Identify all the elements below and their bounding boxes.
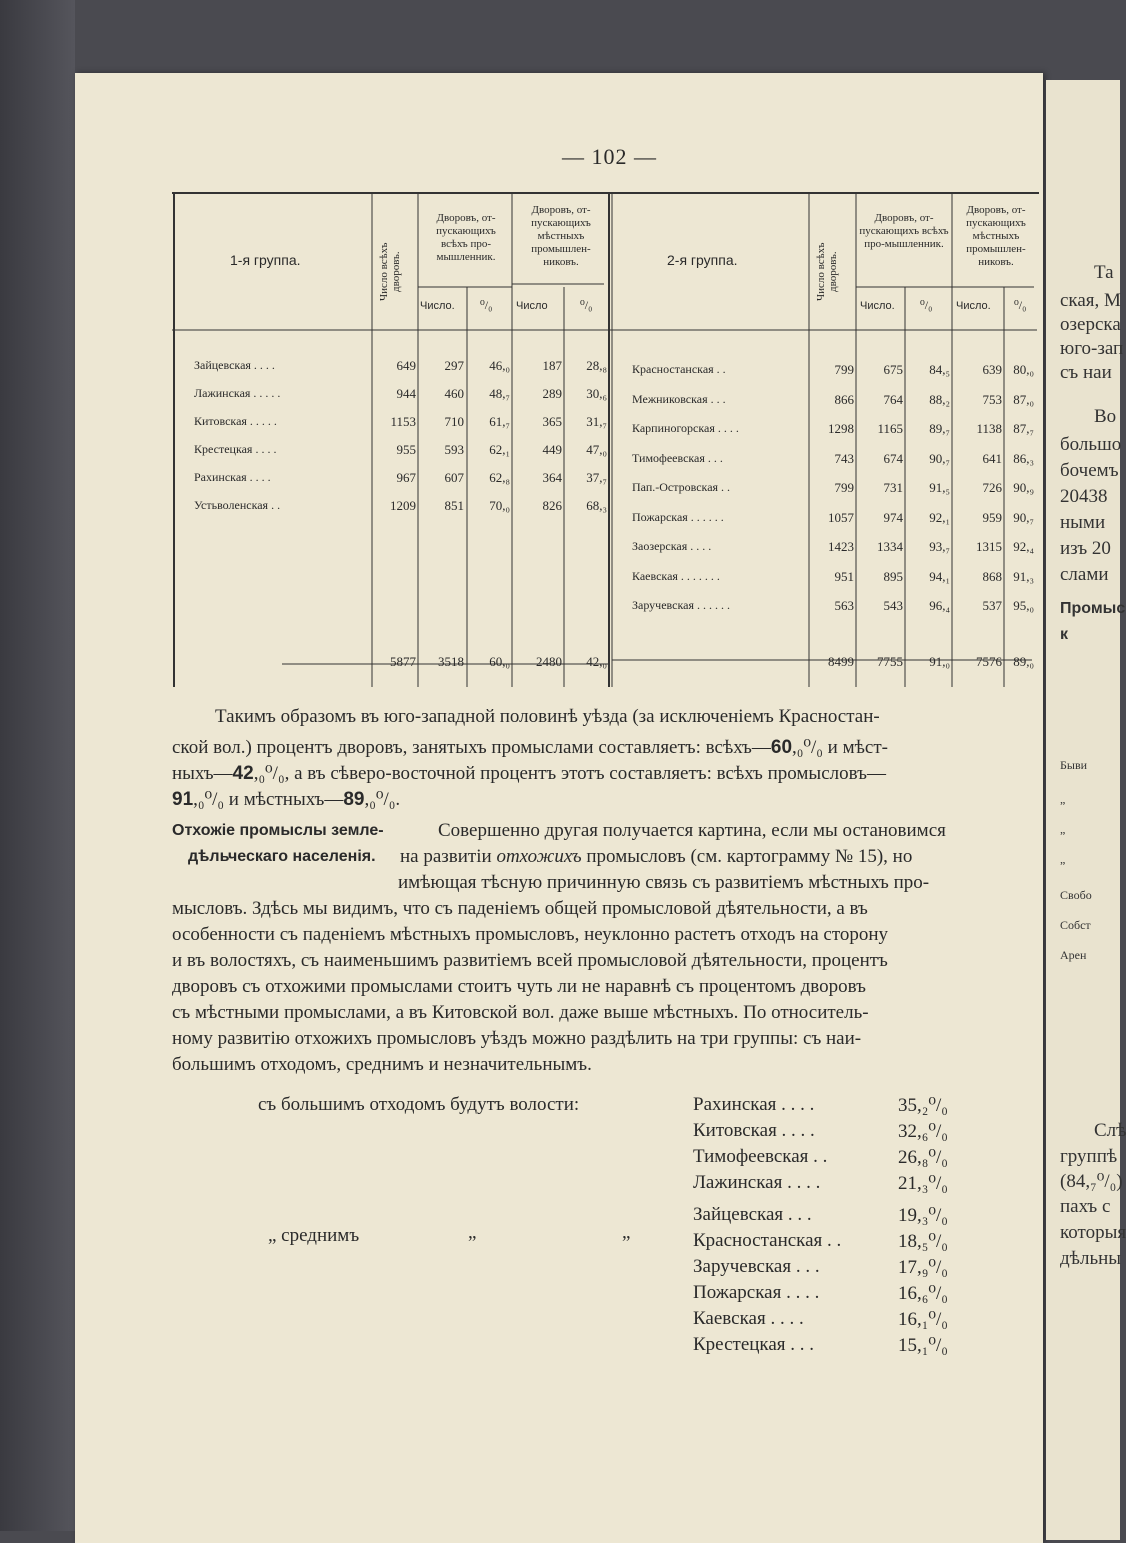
header-all-g1: Дворовъ, от-пускающихъ всѣхъ про-мышленник.	[436, 212, 496, 263]
cell-loc-p: 47,₀	[586, 442, 607, 457]
next-page-fragment: 20438	[1060, 486, 1108, 507]
cell-all-n: 1334	[877, 539, 903, 554]
next-page-fragment: ными	[1060, 512, 1106, 533]
para2-line10: большимъ отходомъ, среднимъ и незначительнымъ.	[172, 1054, 592, 1075]
para1-value-60: 60	[770, 737, 793, 758]
next-page-fragment: Слѣ	[1094, 1120, 1126, 1141]
para2-line7: дворовъ съ отхожими промыслами стоитъ чуть ли не наравнѣ съ процентомъ дворовъ	[172, 976, 866, 997]
next-page-fragment: „	[1060, 792, 1066, 806]
para2-line8: съ мѣстными промыслами, а въ Китовской вол. даже выше мѣстныхъ. По относитель-	[172, 1002, 869, 1023]
list-item-name: Пожарская . . . .	[693, 1282, 820, 1303]
para1-line4-rest: ,₀⁰/₀.	[364, 789, 401, 810]
list-item-pct: 16,₆⁰/₀	[898, 1283, 948, 1304]
list-item-name: Тимофеевская . .	[693, 1146, 828, 1167]
cell-total: 1298	[828, 421, 854, 436]
cell-loc-n: 726	[982, 480, 1002, 495]
para2-line5: особенности съ паденіемъ мѣстныхъ промысловъ, неуклонно растетъ отходъ на сторону	[172, 924, 889, 945]
para2-line2-b: промысловъ (см. картограмму № 15), но	[586, 846, 913, 867]
list-item-pct: 35,₂⁰/₀	[898, 1095, 948, 1116]
cell-loc-n: 365	[542, 414, 562, 429]
cell-loc-n: 639	[982, 362, 1002, 377]
cell-all-n: 543	[883, 598, 903, 613]
statistics-table	[172, 192, 1039, 687]
header-num2-g1: Число	[516, 300, 548, 312]
row-name: Заручевская . . . . . .	[632, 598, 730, 612]
cell-total: 799	[834, 480, 854, 495]
cell-all-p: 91,₅	[929, 480, 950, 495]
cell-loc-p: 95,₀	[1013, 598, 1034, 613]
para2-line2-italic: отхожихъ	[496, 846, 582, 867]
row-name: Рахинская . . . .	[194, 470, 271, 484]
cell-total: 944	[396, 386, 416, 401]
cell-loc-p: 91,₃	[1013, 568, 1034, 584]
cell-all-n: 731	[883, 480, 903, 495]
cell-total: 967	[396, 470, 416, 485]
next-page-fragment: дѣльны	[1060, 1248, 1122, 1269]
para1-line2-text: ской вол.) процентъ дворовъ, занятыхъ промыслами составляетъ: всѣхъ—	[172, 737, 771, 758]
cell-all-n: 710	[444, 414, 464, 429]
cell-all-p: 84,₅	[929, 362, 950, 377]
group2-title: 2-я группа.	[667, 252, 738, 268]
scan-background	[0, 0, 75, 1531]
next-page-fragment: „	[1060, 822, 1066, 836]
header-local-g2: Дворовъ, от-пускающихъ мѣстныхъ промышлен-никовъ.	[966, 204, 1026, 268]
cell-all-p: 46,₀	[489, 358, 510, 373]
cell-all-p: 89,₇	[929, 421, 950, 436]
cell-all-n: 895	[883, 568, 903, 584]
cell-all-p: 48,₇	[489, 386, 510, 401]
row-name: Заозерская . . . .	[632, 539, 712, 553]
next-page-fragment: Быви	[1060, 758, 1088, 772]
cell-loc-n: 1138	[976, 421, 1002, 436]
row-name: Китовская . . . . .	[194, 414, 277, 428]
cell-loc-p: 87,₀	[1013, 391, 1034, 407]
cell-total: 649	[396, 358, 416, 373]
cell-all-p: 96,₄	[929, 598, 950, 613]
list-item-pct: 19,₃⁰/₀	[898, 1205, 948, 1226]
para1-line4-text: ,₀⁰/₀ и мѣстныхъ—	[193, 789, 344, 810]
next-page-fragment: Промыс	[1060, 600, 1126, 617]
cell-loc-n: 959	[982, 509, 1002, 525]
next-page-fragment: Во	[1094, 406, 1117, 427]
cell-all-p: 92,₁	[929, 509, 950, 525]
next-page-fragment: изъ 20	[1060, 538, 1111, 559]
para2-line9: ному развитію отхожихъ промысловъ уѣздъ можно раздѣлить на три группы: съ наи-	[172, 1028, 862, 1049]
cell-all-n: 297	[444, 358, 464, 373]
cell-loc-n: 187	[542, 358, 562, 373]
list-item-name: Каевская . . . .	[693, 1308, 804, 1329]
next-page-fragment: Свобо	[1060, 888, 1092, 902]
cell-total: 951	[834, 568, 854, 584]
next-page-fragment: Собст	[1060, 918, 1091, 932]
cell-loc-n: 449	[542, 442, 562, 457]
para2-line3: имѣющая тѣсную причинную связь съ развитіемъ мѣстныхъ про-	[398, 872, 930, 893]
list-ditto-1: „	[468, 1222, 477, 1243]
cell-loc-p: 30,₆	[586, 386, 607, 401]
para2-line6: и въ волостяхъ, съ наименьшимъ развитіемъ всей промысловой дѣятельности, процентъ	[172, 950, 888, 971]
para1-line2	[172, 736, 888, 759]
cell-total: 866	[834, 391, 854, 407]
row-name: Устьволенская . .	[194, 498, 281, 512]
row-name: Красностанская . .	[632, 362, 726, 376]
row-name: Лажинская . . . . .	[194, 386, 281, 400]
cell-all-p: 93,₇	[929, 539, 950, 554]
header-all-g2: Дворовъ, от-пускающихъ всѣхъ про-мышленник.	[859, 212, 949, 250]
header-pct2-g2: ⁰/₀	[1014, 298, 1027, 312]
cell-all-n: 851	[444, 498, 464, 513]
cell-all-n: 593	[444, 442, 464, 457]
cell-all-p: 88,₂	[929, 391, 950, 407]
para2-line2-a: на развитіи	[400, 846, 492, 867]
header-pct2-g1: ⁰/₀	[580, 298, 593, 312]
next-page-fragment: бочемъ	[1060, 460, 1119, 481]
group2-total: 8499	[828, 654, 854, 669]
header-total-g2: Число всѣхъ дворовъ.	[815, 242, 839, 302]
row-name: Зайцевская . . . .	[194, 358, 275, 372]
next-page-fragment: к	[1060, 626, 1069, 643]
list-item-pct: 18,₅⁰/₀	[898, 1231, 948, 1252]
cell-total: 1153	[390, 414, 416, 429]
list-label-mid: „ среднимъ	[268, 1225, 360, 1246]
group1-title: 1-я группа.	[230, 252, 301, 268]
group2-total-all-n: 7755	[877, 654, 903, 669]
header-num2-g2: Число.	[956, 300, 991, 312]
list-item-pct: 17,₉⁰/₀	[898, 1257, 948, 1278]
side-heading-line1: Отхожіе промыслы земле-	[172, 822, 384, 839]
list-item-name: Крестецкая . . .	[693, 1334, 815, 1355]
cell-all-n: 674	[883, 450, 903, 466]
cell-all-p: 62,₁	[489, 442, 510, 457]
para2-line1: Совершенно другая получается картина, если мы остановимся	[438, 820, 946, 841]
next-page-fragment: ская, М	[1060, 290, 1121, 311]
cell-loc-n: 826	[542, 498, 562, 513]
row-name: Карпиногорская . . . .	[632, 421, 739, 435]
cell-all-n: 1165	[877, 421, 903, 436]
next-page-fragment: озерска	[1060, 314, 1121, 335]
list-item-name: Лажинская . . . .	[693, 1172, 821, 1193]
list-item-pct: 26,₈⁰/₀	[898, 1147, 948, 1168]
next-page-fragment: пахъ с	[1060, 1196, 1111, 1217]
cell-total: 799	[834, 362, 854, 377]
list-item-pct: 21,₃⁰/₀	[898, 1173, 948, 1194]
cell-loc-p: 31,₇	[586, 414, 607, 429]
cell-loc-p: 92,₄	[1013, 539, 1034, 554]
next-page-fragment: большо	[1060, 434, 1122, 455]
group1-total: 5877	[390, 654, 416, 669]
group2-total-all-p: 91,₀	[929, 654, 950, 669]
header-num-g2: Число.	[860, 300, 895, 312]
para2-line4: мысловъ. Здѣсь мы видимъ, что съ паденіемъ общей промысловой дѣятельности, а въ	[172, 898, 868, 919]
cell-total: 563	[834, 598, 854, 613]
next-page-fragment: юго-зап	[1060, 338, 1124, 359]
cell-all-n: 764	[883, 391, 903, 407]
cell-loc-n: 289	[542, 386, 562, 401]
row-name: Межниковская . . .	[632, 391, 726, 406]
cell-loc-n: 641	[982, 450, 1002, 466]
list-label-big: съ большимъ отходомъ будутъ волости:	[258, 1094, 580, 1115]
para1-line3-text: ныхъ—	[172, 763, 233, 784]
row-name: Каевская . . . . . . .	[632, 568, 720, 583]
header-pct-g2: ⁰/₀	[920, 298, 933, 312]
list-item-name: Китовская . . . .	[693, 1120, 815, 1141]
page-number: — 102 —	[562, 144, 657, 169]
group1-total-all-n: 3518	[438, 654, 464, 669]
list-item-pct: 15,₁⁰/₀	[898, 1335, 948, 1356]
row-name: Тимофеевская . . .	[632, 450, 723, 465]
header-local-g1: Дворовъ, от-пускающихъ мѣстныхъ промышлен-никовъ.	[531, 204, 591, 268]
cell-all-p: 61,₇	[489, 414, 510, 429]
next-page-edge	[1046, 80, 1126, 1540]
next-page-fragment: Та	[1094, 262, 1114, 283]
next-page-fragment: группѣ	[1060, 1146, 1118, 1167]
next-page-fragment: съ наи	[1060, 362, 1112, 383]
list-item-pct: 32,₆⁰/₀	[898, 1121, 948, 1142]
header-total-g1: Число всѣхъ дворовъ.	[378, 242, 402, 302]
para1-line3-rest: ,₀⁰/₀, а въ сѣверо-восточной процентъ этотъ составляетъ: всѣхъ промысловъ—	[253, 763, 886, 784]
list-item-name: Красностанская . .	[693, 1230, 842, 1251]
cell-all-p: 94,₁	[929, 568, 950, 584]
header-pct-g1: ⁰/₀	[480, 298, 493, 312]
cell-loc-n: 1315	[976, 539, 1002, 554]
row-name: Пап.-Островская . .	[632, 480, 731, 494]
para1-line2-rest: ,₀⁰/₀ и мѣст-	[792, 737, 888, 758]
next-page-fragment: которыя	[1060, 1222, 1126, 1243]
group2-total-loc-n: 7576	[976, 654, 1002, 669]
next-page-fragment: „	[1060, 852, 1066, 866]
para1-value-89: 89	[343, 789, 365, 810]
group1-total-loc-p: 42,₀	[586, 654, 607, 669]
next-page-fragment: Арен	[1060, 948, 1087, 962]
cell-total: 955	[396, 442, 416, 457]
list-item-name: Рахинская . . . .	[693, 1094, 815, 1115]
para1-value-42: 42	[232, 763, 254, 784]
cell-loc-p: 80,₀	[1013, 362, 1034, 377]
para2-line2	[400, 846, 912, 868]
para1-line1: Такимъ образомъ въ юго-западной половинѣ уѣзда (за исключеніемъ Красностан-	[215, 706, 880, 727]
cell-loc-n: 868	[982, 568, 1002, 584]
para1-line4	[172, 788, 400, 811]
para1-value-91: 91	[172, 789, 194, 810]
cell-all-n: 607	[444, 470, 464, 485]
next-page-fragment: (84,₇⁰/₀)	[1060, 1171, 1123, 1192]
group1-total-loc-n: 2480	[536, 654, 562, 669]
para1-line3	[172, 762, 886, 785]
cell-loc-p: 87,₇	[1013, 421, 1034, 436]
cell-loc-p: 37,₇	[586, 470, 607, 485]
cell-loc-p: 90,₇	[1013, 509, 1034, 525]
next-page-fragment: слами	[1060, 564, 1109, 585]
cell-loc-n: 364	[542, 470, 562, 485]
cell-total: 743	[834, 450, 854, 466]
row-name: Пожарская . . . . . .	[632, 509, 724, 524]
cell-all-p: 70,₀	[489, 498, 510, 513]
row-name: Крестецкая . . . .	[194, 442, 277, 456]
cell-total: 1423	[828, 539, 854, 554]
list-ditto-2: „	[622, 1222, 631, 1243]
header-num-g1: Число.	[420, 300, 455, 312]
cell-all-n: 460	[444, 386, 464, 401]
cell-loc-p: 68,₃	[586, 498, 607, 513]
cell-loc-p: 86,₃	[1013, 450, 1034, 466]
cell-loc-n: 537	[982, 598, 1002, 613]
list-item-name: Заручевская . . .	[693, 1256, 820, 1277]
list-item-name: Зайцевская . . .	[693, 1204, 812, 1225]
cell-total: 1209	[390, 498, 416, 513]
cell-total: 1057	[828, 509, 854, 525]
side-heading-line2: дѣльческаго населенія.	[188, 848, 376, 865]
cell-loc-n: 753	[982, 391, 1002, 407]
list-item-pct: 16,₁⁰/₀	[898, 1309, 948, 1330]
group2-total-loc-p: 89,₀	[1013, 654, 1034, 669]
cell-all-p: 90,₇	[929, 450, 950, 466]
cell-loc-p: 28,₈	[586, 358, 607, 373]
cell-loc-p: 90,₉	[1013, 480, 1034, 495]
cell-all-n: 974	[883, 509, 903, 525]
cell-all-n: 675	[883, 362, 903, 377]
group1-total-all-p: 60,₀	[489, 654, 510, 669]
cell-all-p: 62,₈	[489, 470, 510, 485]
